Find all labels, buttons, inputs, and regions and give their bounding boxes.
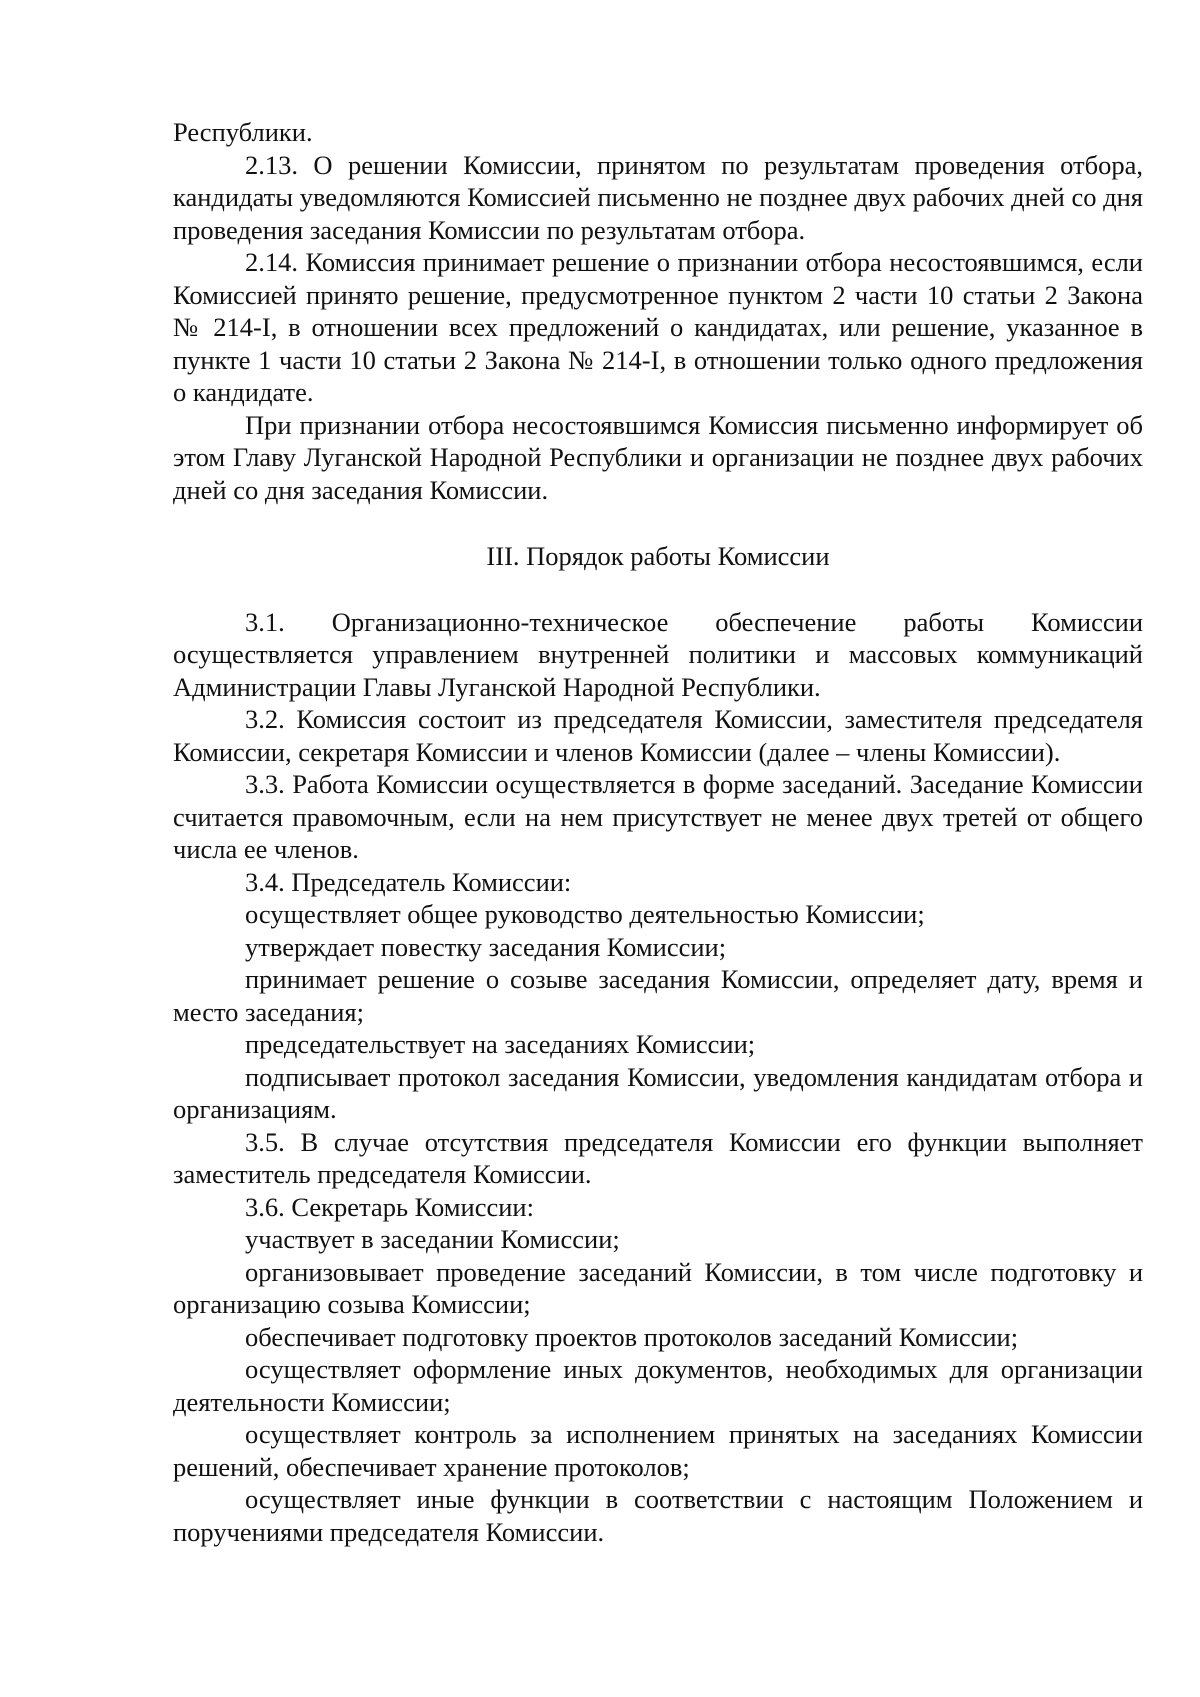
paragraph-3-5: 3.5. В случае отсутствия председателя Комиссии его функции выполняет заместитель председателя Комиссии. bbox=[173, 1126, 1143, 1189]
list-item: организовывает проведение заседаний Комиссии, в том числе подготовку и организацию созыва Комиссии; bbox=[173, 1256, 1143, 1319]
list-item: председательствует на заседаниях Комиссии; bbox=[245, 1029, 756, 1059]
paragraph-2-13: 2.13. О решении Комиссии, принятом по результатам проведения отбора, кандидаты уведомляются Комиссией письменно не позднее двух рабочих дней со дня проведения заседания Комиссии по результатам отбора. bbox=[173, 149, 1143, 245]
list-item: осуществляет общее руководство деятельностью Комиссии; bbox=[245, 899, 925, 929]
list-item: подписывает протокол заседания Комиссии, уведомления кандидатам отбора и организациям. bbox=[173, 1061, 1143, 1124]
list-item: утверждает повестку заседания Комиссии; bbox=[245, 931, 727, 962]
paragraph-2-14-notice: При признании отбора несостоявшимся Комиссия письменно информирует об этом Главу Луганской Народной Республики и организации не позднее двух рабочих дней со дня заседания Комиссии. bbox=[173, 409, 1143, 505]
paragraph-continuation: Республики. bbox=[173, 117, 313, 147]
paragraph-2-14: 2.14. Комиссия принимает решение о признании отбора несостоявшимся, если Комиссией принято решение, предусмотренное пунктом 2 части 10 статьи 2 Закона № 214-I, в отношении всех предложений о кандидатах, или решение, указанное в пункте 1 части 10 статьи 2 Закона № 214-I, в отношении только одного предложения о кандидате. bbox=[173, 247, 1143, 407]
list-item: осуществляет оформление иных документов, необходимых для организации деятельности Комиссии; bbox=[173, 1354, 1143, 1417]
paragraph-3-2: 3.2. Комиссия состоит из председателя Комиссии, заместителя председателя Комиссии, секретаря Комиссии и членов Комиссии (далее – члены Комиссии). bbox=[173, 704, 1143, 767]
document-page bbox=[173, 116, 1143, 1548]
paragraph-3-3: 3.3. Работа Комиссии осуществляется в форме заседаний. Заседание Комиссии считается правомочным, если на нем присутствует не менее двух третей от общего числа ее членов. bbox=[173, 769, 1143, 864]
section-heading: III. Порядок работы Комиссии bbox=[486, 541, 830, 571]
list-item: участвует в заседании Комиссии; bbox=[245, 1224, 620, 1254]
paragraph-3-1: 3.1. Организационно-техническое обеспечение работы Комиссии осуществляется управлением внутренней политики и массовых коммуникаций Администрации Главы Луганской Народной Республики. bbox=[173, 606, 1143, 702]
list-item: осуществляет контроль за исполнением принятых на заседаниях Комиссии решений, обеспечивает хранение протоколов; bbox=[173, 1419, 1143, 1482]
paragraph-3-6: 3.6. Секретарь Комиссии: bbox=[245, 1191, 534, 1222]
list-item: осуществляет иные функции в соответствии с настоящим Положением и поручениями председателя Комиссии. bbox=[173, 1484, 1143, 1547]
list-item: обеспечивает подготовку проектов протоколов заседаний Комиссии; bbox=[245, 1321, 1019, 1352]
paragraph-3-4: 3.4. Председатель Комиссии: bbox=[245, 866, 572, 897]
list-item: принимает решение о созыве заседания Комиссии, определяет дату, время и место заседания; bbox=[173, 964, 1143, 1027]
